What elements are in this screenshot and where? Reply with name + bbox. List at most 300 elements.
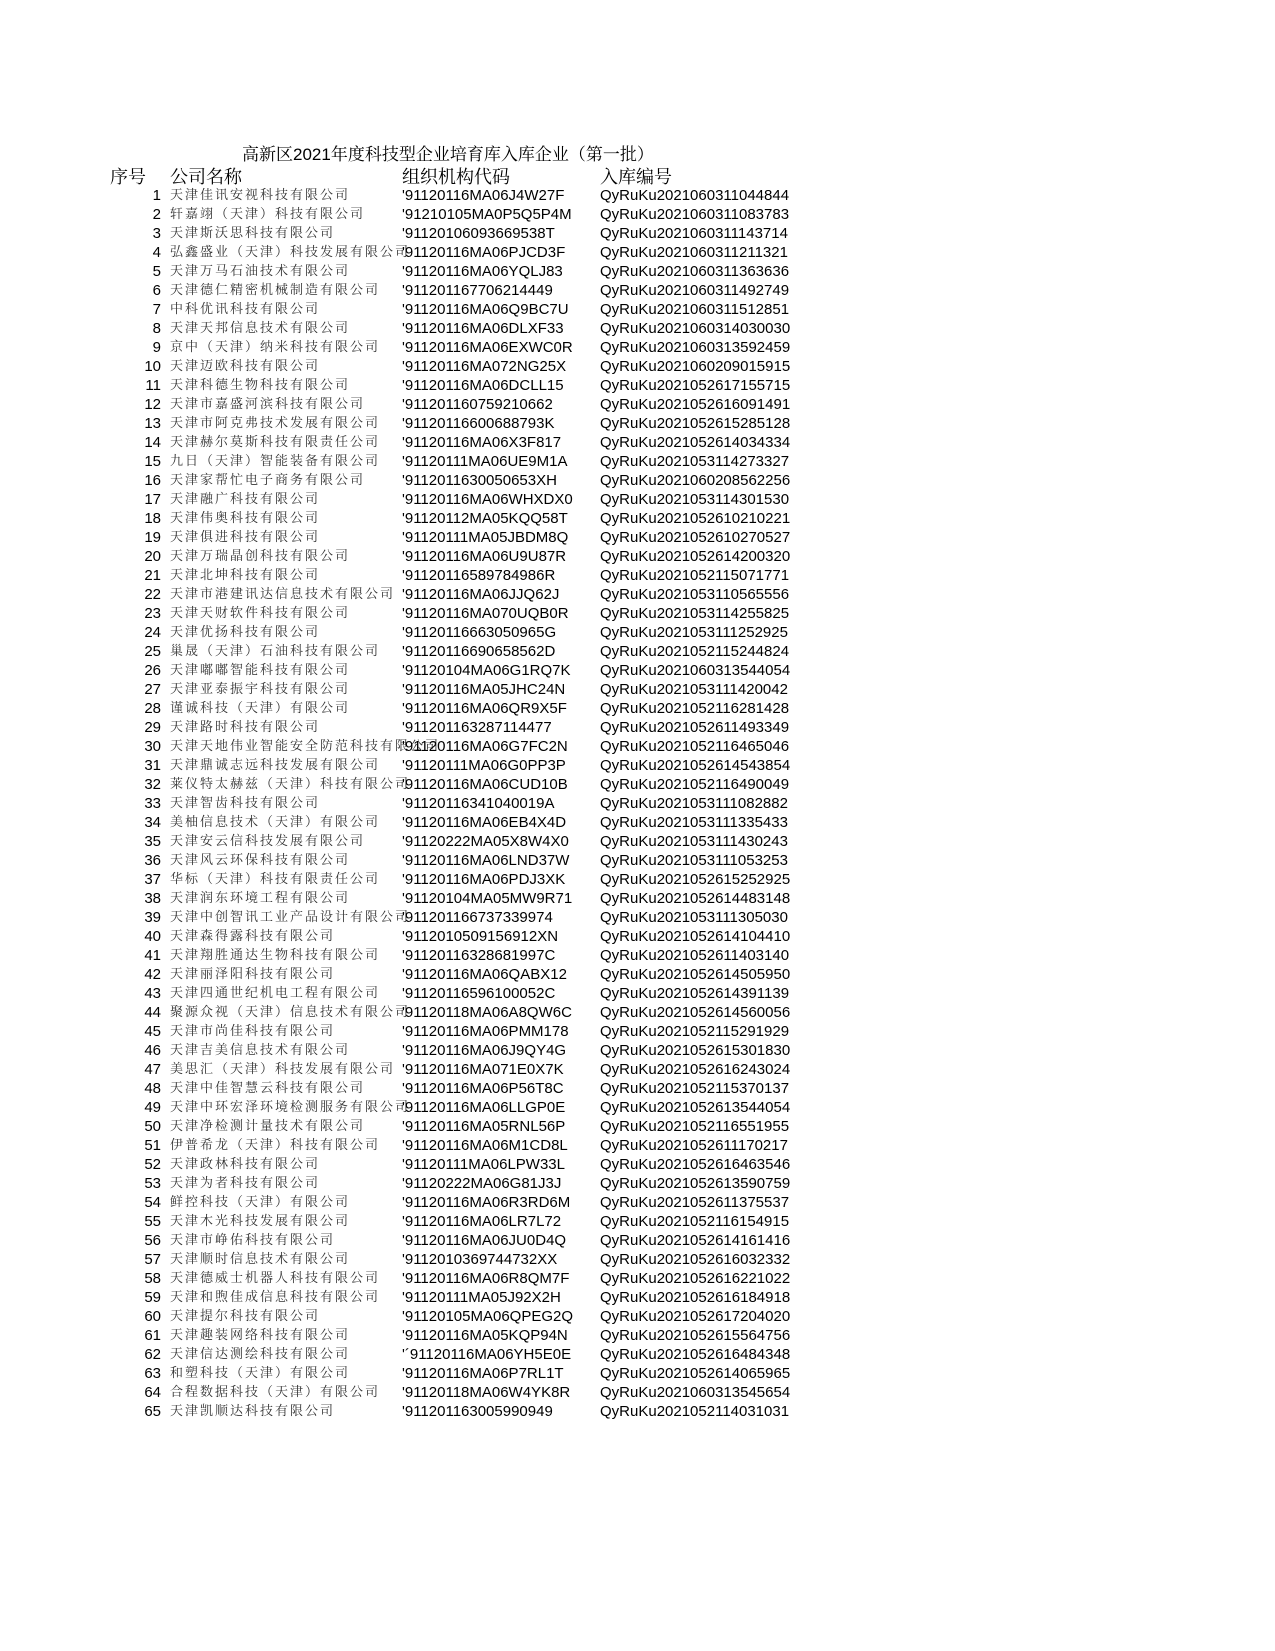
serial-number-cell: 23 [144, 605, 161, 622]
table-row [0, 300, 1275, 319]
entry-number-cell: QyRuKu2021052616243024 [600, 1061, 791, 1078]
company-name-cell: 天津凯顺达科技有限公司 [170, 1404, 336, 1419]
company-name-cell: 天津德仁精密机械制造有限公司 [170, 283, 381, 298]
company-name-cell: 天津鼎诚志远科技发展有限公司 [170, 758, 381, 773]
entry-number-cell: QyRuKu2021053110565556 [600, 586, 790, 603]
organization-code-cell: '91120116MA06Q9BC7U [402, 301, 569, 318]
serial-number-cell: 64 [144, 1384, 161, 1401]
company-name-cell: 天津市峥佑科技有限公司 [170, 1233, 336, 1248]
organization-code-cell: '91120116600688793K [402, 415, 555, 432]
table-row [0, 528, 1275, 547]
serial-number-cell: 12 [144, 396, 161, 413]
company-name-cell: 天津和煦佳成信息科技有限公司 [170, 1290, 381, 1305]
organization-code-cell: '91120116MA06P56T8C [402, 1080, 564, 1097]
table-row [0, 1117, 1275, 1136]
organization-code-cell: '91120116MA06QR9X5F [402, 700, 567, 717]
table-row [0, 1307, 1275, 1326]
company-name-cell: 天津佳讯安视科技有限公司 [170, 188, 351, 203]
serial-number-cell: 15 [144, 453, 161, 470]
serial-number-cell: 10 [144, 358, 161, 375]
table-row [0, 984, 1275, 1003]
serial-number-cell: 57 [144, 1251, 161, 1268]
entry-number-cell: QyRuKu2021052614104410 [600, 928, 791, 945]
serial-number-cell: 46 [144, 1042, 161, 1059]
header-organization-code: 组织机构代码 [402, 167, 510, 187]
company-name-cell: 天津俱进科技有限公司 [170, 530, 321, 545]
table-row [0, 1383, 1275, 1402]
serial-number-cell: 40 [144, 928, 161, 945]
table-row [0, 699, 1275, 718]
entry-number-cell: QyRuKu2021052613544054 [600, 1099, 791, 1116]
company-name-cell: 天津木光科技发展有限公司 [170, 1214, 351, 1229]
organization-code-cell: '91120116MA06WHXDX0 [402, 491, 573, 508]
entry-number-cell: QyRuKu2021052610270527 [600, 529, 791, 546]
company-name-cell: 天津迈欧科技有限公司 [170, 359, 321, 374]
organization-code-cell: '91120116MA05RNL56P [402, 1118, 566, 1135]
company-name-cell: 华标（天津）科技有限责任公司 [170, 872, 381, 887]
entry-number-cell: QyRuKu2021052616091491 [600, 396, 791, 413]
serial-number-cell: 5 [152, 263, 161, 280]
company-name-cell: 天津天财软件科技有限公司 [170, 606, 351, 621]
serial-number-cell: 2 [152, 206, 161, 223]
company-name-cell: 天津润东环境工程有限公司 [170, 891, 351, 906]
company-name-cell: 天津路时科技有限公司 [170, 720, 321, 735]
organization-code-cell: '91120116MA06J4W27F [402, 187, 565, 204]
serial-number-cell: 35 [144, 833, 161, 850]
entry-number-cell: QyRuKu2021052616463546 [600, 1156, 791, 1173]
entry-number-cell: QyRuKu2021052616184918 [600, 1289, 791, 1306]
organization-code-cell: '91120116MA06G7FC2N [402, 738, 568, 755]
organization-code-cell: '911201166737339974 [402, 909, 553, 926]
company-name-cell: 弘鑫盛业（天津）科技发展有限公司 [170, 245, 411, 260]
company-name-cell: 天津翔胜通达生物科技有限公司 [170, 948, 381, 963]
company-name-cell: 天津森得露科技有限公司 [170, 929, 336, 944]
table-row [0, 338, 1275, 357]
entry-number-cell: QyRuKu2021052116551955 [600, 1118, 790, 1135]
table-row [0, 395, 1275, 414]
table-row [0, 1269, 1275, 1288]
organization-code-cell: '91120116MA06LR7L72 [402, 1213, 562, 1230]
table-row [0, 471, 1275, 490]
company-name-cell: 天津顺时信息技术有限公司 [170, 1252, 351, 1267]
organization-code-cell: '91120111MA05J92X2H [402, 1289, 561, 1306]
organization-code-cell: '´91120116MA06YH5E0E [402, 1346, 572, 1363]
entry-number-cell: QyRuKu2021060311492749 [600, 282, 790, 299]
company-name-cell: 天津万瑞晶创科技有限公司 [170, 549, 351, 564]
entry-number-cell: QyRuKu2021053111053253 [600, 852, 788, 869]
table-row [0, 585, 1275, 604]
serial-number-cell: 4 [152, 244, 161, 261]
entry-number-cell: QyRuKu2021053111082882 [600, 795, 788, 812]
serial-number-cell: 7 [152, 301, 161, 318]
entry-number-cell: QyRuKu2021052614505950 [600, 966, 791, 983]
table-row [0, 1155, 1275, 1174]
serial-number-cell: 44 [144, 1004, 161, 1021]
table-row [0, 1288, 1275, 1307]
company-name-cell: 天津科德生物科技有限公司 [170, 378, 351, 393]
serial-number-cell: 28 [144, 700, 161, 717]
organization-code-cell: '91120104MA06G1RQ7K [402, 662, 571, 679]
entry-number-cell: QyRuKu2021052614543854 [600, 757, 791, 774]
organization-code-cell: '91120116596100052C [402, 985, 556, 1002]
entry-number-cell: QyRuKu2021053114301530 [600, 491, 790, 508]
entry-number-cell: QyRuKu2021053111305030 [600, 909, 788, 926]
serial-number-cell: 19 [144, 529, 161, 546]
organization-code-cell: '91120116MA06PJCD3F [402, 244, 566, 261]
table-row [0, 357, 1275, 376]
serial-number-cell: 55 [144, 1213, 161, 1230]
header-company-name: 公司名称 [170, 167, 242, 187]
company-name-cell: 天津家帮忙电子商务有限公司 [170, 473, 366, 488]
company-name-cell: 天津政林科技有限公司 [170, 1157, 321, 1172]
serial-number-cell: 26 [144, 662, 161, 679]
serial-number-cell: 43 [144, 985, 161, 1002]
table-row [0, 1231, 1275, 1250]
entry-number-cell: QyRuKu2021060311363636 [600, 263, 790, 280]
company-name-cell: 天津吉美信息技术有限公司 [170, 1043, 351, 1058]
serial-number-cell: 22 [144, 586, 161, 603]
organization-code-cell: '91120116MA05JHC24N [402, 681, 566, 698]
serial-number-cell: 13 [144, 415, 161, 432]
serial-number-cell: 48 [144, 1080, 161, 1097]
entry-number-cell: QyRuKu2021052115291929 [600, 1023, 790, 1040]
organization-code-cell: '91120116MA06DLXF33 [402, 320, 564, 337]
entry-number-cell: QyRuKu2021052614065965 [600, 1365, 791, 1382]
table-row [0, 1250, 1275, 1269]
table-row [0, 851, 1275, 870]
entry-number-cell: QyRuKu2021060209015915 [600, 358, 791, 375]
company-name-cell: 天津净检测计量技术有限公司 [170, 1119, 366, 1134]
serial-number-cell: 34 [144, 814, 161, 831]
table-row [0, 186, 1275, 205]
serial-number-cell: 33 [144, 795, 161, 812]
serial-number-cell: 16 [144, 472, 161, 489]
serial-number-cell: 8 [152, 320, 161, 337]
table-row [0, 756, 1275, 775]
entry-number-cell: QyRuKu2021052616221022 [600, 1270, 791, 1287]
serial-number-cell: 20 [144, 548, 161, 565]
serial-number-cell: 36 [144, 852, 161, 869]
table-row [0, 623, 1275, 642]
table-row [0, 1136, 1275, 1155]
serial-number-cell: 32 [144, 776, 161, 793]
serial-number-cell: 17 [144, 491, 161, 508]
company-name-cell: 天津天地伟业智能安全防范科技有限公司 [170, 739, 441, 754]
entry-number-cell: QyRuKu2021052611493349 [600, 719, 790, 736]
company-name-cell: 天津为者科技有限公司 [170, 1176, 321, 1191]
organization-code-cell: '91120116MA070UQB0R [402, 605, 569, 622]
organization-code-cell: '91120116MA06DCLL15 [402, 377, 564, 394]
organization-code-cell: '91120116MA06J9QY4G [402, 1042, 567, 1059]
table-row [0, 1326, 1275, 1345]
table-row [0, 224, 1275, 243]
organization-code-cell: '91120111MA06G0PP3P [402, 757, 566, 774]
serial-number-cell: 37 [144, 871, 161, 888]
table-row [0, 1174, 1275, 1193]
table-row [0, 1022, 1275, 1041]
entry-number-cell: QyRuKu2021052116154915 [600, 1213, 790, 1230]
organization-code-cell: '91120111MA06LPW33L [402, 1156, 565, 1173]
table-row [0, 813, 1275, 832]
serial-number-cell: 1 [152, 187, 161, 204]
serial-number-cell: 63 [144, 1365, 161, 1382]
company-name-cell: 天津融广科技有限公司 [170, 492, 321, 507]
table-row [0, 566, 1275, 585]
table-row [0, 243, 1275, 262]
table-row [0, 1079, 1275, 1098]
organization-code-cell: '911201160759210662 [402, 396, 553, 413]
entry-number-cell: QyRuKu2021052617204020 [600, 1308, 791, 1325]
company-name-cell: 天津安云信科技发展有限公司 [170, 834, 366, 849]
company-name-cell: 天津嘟嘟智能科技有限公司 [170, 663, 351, 678]
table-row [0, 319, 1275, 338]
serial-number-cell: 41 [144, 947, 161, 964]
organization-code-cell: '91120222MA05X8W4X0 [402, 833, 569, 850]
organization-code-cell: '91120111MA06UE9M1A [402, 453, 568, 470]
company-name-cell: 天津四通世纪机电工程有限公司 [170, 986, 381, 1001]
table-row [0, 889, 1275, 908]
company-name-cell: 天津德威士机器人科技有限公司 [170, 1271, 381, 1286]
company-name-cell: 天津信达测绘科技有限公司 [170, 1347, 351, 1362]
entry-number-cell: QyRuKu2021053111430243 [600, 833, 788, 850]
organization-code-cell: '9112010369744732XX [402, 1251, 558, 1268]
serial-number-cell: 38 [144, 890, 161, 907]
table-row [0, 908, 1275, 927]
entry-number-cell: QyRuKu2021052611375537 [600, 1194, 790, 1211]
serial-number-cell: 21 [144, 567, 161, 584]
entry-number-cell: QyRuKu2021052614391139 [600, 985, 790, 1002]
company-name-cell: 天津中创智讯工业产品设计有限公司 [170, 910, 411, 925]
serial-number-cell: 58 [144, 1270, 161, 1287]
entry-number-cell: QyRuKu2021052616032332 [600, 1251, 791, 1268]
entry-number-cell: QyRuKu2021053111335433 [600, 814, 788, 831]
company-name-cell: 天津市阿克弗技术发展有限公司 [170, 416, 381, 431]
company-name-cell: 天津趣装网络科技有限公司 [170, 1328, 351, 1343]
header-serial-number: 序号 [110, 167, 146, 187]
table-row [0, 1003, 1275, 1022]
entry-number-cell: QyRuKu2021052615285128 [600, 415, 791, 432]
table-row [0, 642, 1275, 661]
entry-number-cell: QyRuKu2021052616484348 [600, 1346, 791, 1363]
table-row [0, 661, 1275, 680]
organization-code-cell: '9112011630050653XH [402, 472, 557, 489]
table-row [0, 262, 1275, 281]
serial-number-cell: 3 [152, 225, 161, 242]
table-row [0, 737, 1275, 756]
company-name-cell: 伊普希龙（天津）科技有限公司 [170, 1138, 381, 1153]
serial-number-cell: 18 [144, 510, 161, 527]
company-name-cell: 天津市嘉盛河滨科技有限公司 [170, 397, 366, 412]
organization-code-cell: '91120116MA06LND37W [402, 852, 570, 869]
company-name-cell: 天津中佳智慧云科技有限公司 [170, 1081, 366, 1096]
serial-number-cell: 39 [144, 909, 161, 926]
organization-code-cell: '911201163287114477 [402, 719, 552, 736]
company-name-cell: 莱仪特太赫兹（天津）科技有限公司 [170, 777, 411, 792]
table-body [0, 186, 1275, 1421]
company-name-cell: 天津万马石油技术有限公司 [170, 264, 351, 279]
serial-number-cell: 47 [144, 1061, 161, 1078]
entry-number-cell: QyRuKu2021052116281428 [600, 700, 790, 717]
entry-number-cell: QyRuKu2021053114273327 [600, 453, 790, 470]
entry-number-cell: QyRuKu2021052610210221 [600, 510, 791, 527]
entry-number-cell: QyRuKu2021060314030030 [600, 320, 791, 337]
organization-code-cell: '91120116MA06LLGP0E [402, 1099, 566, 1116]
company-name-cell: 天津市港建讯达信息技术有限公司 [170, 587, 396, 602]
table-row [0, 870, 1275, 889]
serial-number-cell: 49 [144, 1099, 161, 1116]
entry-number-cell: QyRuKu2021060313544054 [600, 662, 791, 679]
entry-number-cell: QyRuKu2021052615301830 [600, 1042, 791, 1059]
table-row [0, 1060, 1275, 1079]
organization-code-cell: '91210105MA0P5Q5P4M [402, 206, 572, 223]
serial-number-cell: 53 [144, 1175, 161, 1192]
organization-code-cell: '9112010509156912XN [402, 928, 559, 945]
serial-number-cell: 56 [144, 1232, 161, 1249]
entry-number-cell: QyRuKu2021052614161416 [600, 1232, 791, 1249]
organization-code-cell: '91120116MA06R8QM7F [402, 1270, 570, 1287]
organization-code-cell: '91120116663050965G [402, 624, 557, 641]
entry-number-cell: QyRuKu2021052116465046 [600, 738, 790, 755]
table-row [0, 775, 1275, 794]
entry-number-cell: QyRuKu2021060311083783 [600, 206, 790, 223]
organization-code-cell: '91120116MA071E0X7K [402, 1061, 564, 1078]
company-name-cell: 巢晟（天津）石油科技有限公司 [170, 644, 381, 659]
company-name-cell: 天津丽泽阳科技有限公司 [170, 967, 336, 982]
entry-number-cell: QyRuKu2021060311512851 [600, 301, 790, 318]
company-name-cell: 天津伟奥科技有限公司 [170, 511, 321, 526]
serial-number-cell: 24 [144, 624, 161, 641]
entry-number-cell: QyRuKu2021060311044844 [600, 187, 790, 204]
organization-code-cell: '91120116MA06M1CD8L [402, 1137, 568, 1154]
entry-number-cell: QyRuKu2021052615564756 [600, 1327, 791, 1344]
serial-number-cell: 59 [144, 1289, 161, 1306]
organization-code-cell: '91120116MA06P7RL1T [402, 1365, 564, 1382]
organization-code-cell: '91120116MA06EXWC0R [402, 339, 573, 356]
organization-code-cell: '91120106093669538T [402, 225, 555, 242]
company-name-cell: 天津优扬科技有限公司 [170, 625, 321, 640]
entry-number-cell: QyRuKu2021052614034334 [600, 434, 791, 451]
organization-code-cell: '91120116328681997C [402, 947, 556, 964]
entry-number-cell: QyRuKu2021052611170217 [600, 1137, 788, 1154]
company-name-cell: 天津风云环保科技有限公司 [170, 853, 351, 868]
table-row [0, 1345, 1275, 1364]
table-row [0, 547, 1275, 566]
company-name-cell: 天津提尔科技有限公司 [170, 1309, 321, 1324]
entry-number-cell: QyRuKu2021052614560056 [600, 1004, 791, 1021]
organization-code-cell: '91120222MA06G81J3J [402, 1175, 562, 1192]
organization-code-cell: '91120111MA05JBDM8Q [402, 529, 569, 546]
entry-number-cell: QyRuKu2021053111420042 [600, 681, 788, 698]
company-name-cell: 美柚信息技术（天津）有限公司 [170, 815, 381, 830]
organization-code-cell: '91120116MA06YQLJ83 [402, 263, 563, 280]
company-name-cell: 天津市尚佳科技有限公司 [170, 1024, 336, 1039]
table-header [0, 166, 1275, 188]
company-name-cell: 九日（天津）智能装备有限公司 [170, 454, 381, 469]
entry-number-cell: QyRuKu2021052115244824 [600, 643, 790, 660]
entry-number-cell: QyRuKu2021052116490049 [600, 776, 790, 793]
company-name-cell: 天津北坤科技有限公司 [170, 568, 321, 583]
table-row [0, 680, 1275, 699]
serial-number-cell: 62 [144, 1346, 161, 1363]
entry-number-cell: QyRuKu2021052114031031 [600, 1403, 790, 1420]
serial-number-cell: 29 [144, 719, 161, 736]
organization-code-cell: '91120116MA06PMM178 [402, 1023, 569, 1040]
entry-number-cell: QyRuKu2021060311211321 [600, 244, 788, 261]
serial-number-cell: 6 [152, 282, 161, 299]
table-row [0, 1402, 1275, 1421]
table-row [0, 281, 1275, 300]
header-entry-number: 入库编号 [600, 167, 672, 187]
table-row [0, 376, 1275, 395]
organization-code-cell: '91120116MA06R3RD6M [402, 1194, 571, 1211]
table-row [0, 205, 1275, 224]
organization-code-cell: '91120116341040019A [402, 795, 555, 812]
organization-code-cell: '91120116MA06CUD10B [402, 776, 568, 793]
table-row [0, 718, 1275, 737]
organization-code-cell: '91120116MA06JJQ62J [402, 586, 560, 603]
organization-code-cell: '91120104MA05MW9R71 [402, 890, 573, 907]
serial-number-cell: 25 [144, 643, 161, 660]
company-name-cell: 天津智齿科技有限公司 [170, 796, 321, 811]
serial-number-cell: 31 [144, 757, 161, 774]
company-name-cell: 合程数据科技（天津）有限公司 [170, 1385, 381, 1400]
company-name-cell: 轩嘉翊（天津）科技有限公司 [170, 207, 366, 222]
table-row [0, 509, 1275, 528]
entry-number-cell: QyRuKu2021053111252925 [600, 624, 788, 641]
organization-code-cell: '91120112MA05KQQ58T [402, 510, 568, 527]
table-row [0, 946, 1275, 965]
organization-code-cell: '91120116MA072NG25X [402, 358, 567, 375]
serial-number-cell: 61 [144, 1327, 161, 1344]
entry-number-cell: QyRuKu2021060313545654 [600, 1384, 791, 1401]
entry-number-cell: QyRuKu2021052115370137 [600, 1080, 790, 1097]
page-title: 高新区2021年度科技型企业培育库入库企业（第一批） [242, 145, 654, 164]
serial-number-cell: 11 [145, 377, 161, 394]
table-row [0, 1212, 1275, 1231]
table-row [0, 414, 1275, 433]
table-row [0, 604, 1275, 623]
company-name-cell: 聚源众视（天津）信息技术有限公司 [170, 1005, 411, 1020]
company-name-cell: 中科优讯科技有限公司 [170, 302, 321, 317]
organization-code-cell: '91120105MA06QPEG2Q [402, 1308, 574, 1325]
company-name-cell: 美思汇（天津）科技发展有限公司 [170, 1062, 396, 1077]
entry-number-cell: QyRuKu2021060311143714 [600, 225, 788, 242]
company-name-cell: 京中（天津）纳米科技有限公司 [170, 340, 381, 355]
organization-code-cell: '91120116MA06PDJ3XK [402, 871, 566, 888]
serial-number-cell: 54 [144, 1194, 161, 1211]
entry-number-cell: QyRuKu2021052614483148 [600, 890, 791, 907]
table-row [0, 1041, 1275, 1060]
table-row [0, 794, 1275, 813]
company-name-cell: 天津天邦信息技术有限公司 [170, 321, 351, 336]
table-row [0, 927, 1275, 946]
table-row [0, 1193, 1275, 1212]
entry-number-cell: QyRuKu2021053114255825 [600, 605, 790, 622]
serial-number-cell: 9 [152, 339, 161, 356]
organization-code-cell: '911201167706214449 [402, 282, 553, 299]
serial-number-cell: 65 [144, 1403, 161, 1420]
table-row [0, 1364, 1275, 1383]
company-name-cell: 和塑科技（天津）有限公司 [170, 1366, 351, 1381]
organization-code-cell: '91120116690658562D [402, 643, 556, 660]
company-name-cell: 天津赫尔莫斯科技有限责任公司 [170, 435, 381, 450]
table-row [0, 452, 1275, 471]
serial-number-cell: 14 [144, 434, 161, 451]
entry-number-cell: QyRuKu2021052613590759 [600, 1175, 791, 1192]
table-row [0, 490, 1275, 509]
serial-number-cell: 42 [144, 966, 161, 983]
organization-code-cell: '91120116MA06EB4X4D [402, 814, 567, 831]
